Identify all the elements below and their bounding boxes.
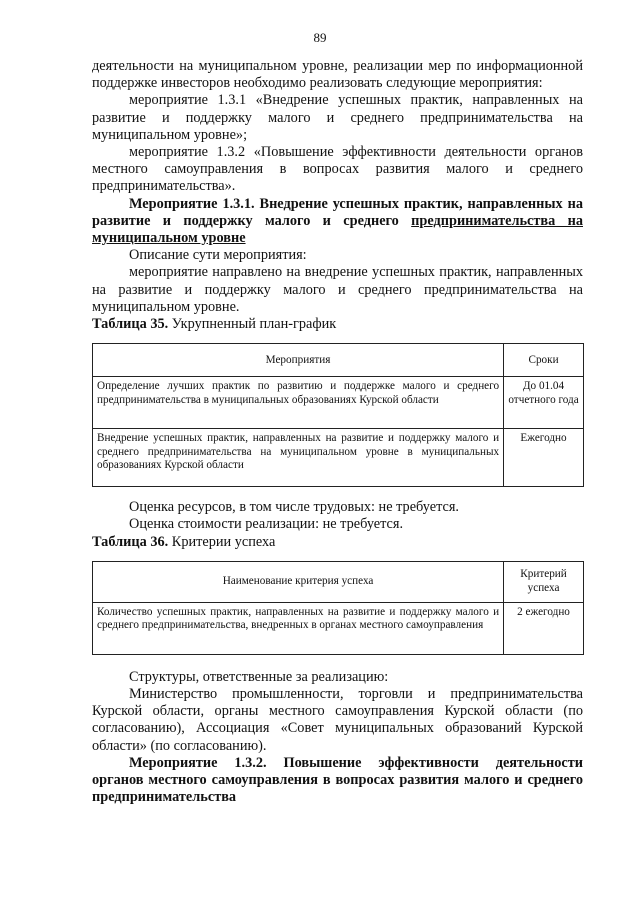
table-row xyxy=(93,377,584,429)
table-cell-measure: Внедрение успешных практик, направленных на развитие и поддержку малого и среднего предпринимательства на муниципальном уровне в муниципальных образованиях Курской области xyxy=(93,429,504,487)
table-35-caption xyxy=(92,316,583,333)
table-36-number: Таблица 36. xyxy=(92,533,169,550)
table-35-schedule xyxy=(92,343,584,487)
document-body xyxy=(92,58,583,806)
table-cell-criterion: Количество успешных практик, направленных на развитие и поддержку малого и среднего предпринимательства, внедренных в органах местного самоуправления xyxy=(93,602,504,654)
table-row xyxy=(93,429,584,487)
resource-estimate: Оценка ресурсов, в том числе трудовых: не требуется. xyxy=(129,499,459,516)
column-header-deadlines: Сроки xyxy=(504,344,584,377)
column-header-criterion-name: Наименование критерия успеха xyxy=(93,561,504,602)
column-header-measures: Мероприятия xyxy=(93,344,504,377)
responsible-label: Структуры, ответственные за реализацию: xyxy=(129,668,389,685)
table-35-number: Таблица 35. xyxy=(92,316,169,333)
table-cell-measure: Определение лучших практик по развитию и поддержке малого и среднего предпринимательства в муниципальных образованиях Курской области xyxy=(93,377,504,429)
description-label: Описание сути мероприятия: xyxy=(129,247,307,264)
table-35-title: Укрупненный план-график xyxy=(168,316,337,333)
section-heading-1-3-2: Мероприятие 1.3.2. Повышение эффективности деятельности органов местного самоуправления в вопросах развития малого и среднего предпринимательства xyxy=(92,754,583,806)
measure-item-1-3-2: мероприятие 1.3.2 «Повышение эффективности деятельности органов местного самоуправления в вопросах развития малого и среднего предпринимательства». xyxy=(92,144,583,195)
column-header-criterion-value: Критерий успеха xyxy=(504,561,584,602)
page-number: 89 xyxy=(313,30,327,45)
table-header-row xyxy=(93,344,584,377)
intro-paragraph: деятельности на муниципальном уровне, реализации мер по информационной поддержке инвесторов необходимо реализовать следующие мероприятия: xyxy=(92,58,583,92)
cost-estimate: Оценка стоимости реализации: не требуется. xyxy=(129,516,404,533)
responsible-text: Министерство промышленности, торговли и предпринимательства Курской области, органы местного самоуправления Курской области (по согласованию), Ассоциация «Совет муниципальных образований Курской области» (по согласованию). xyxy=(92,686,583,754)
table-cell-deadline: До 01.04 отчетного года xyxy=(504,377,584,429)
section-heading-1-3-1 xyxy=(92,196,583,248)
table-36-title: Критерии успеха xyxy=(168,533,276,550)
heading-text: Мероприятие 1.3.1. Внедрение успешных практик, направленных на развитие и поддержку малого и среднего xyxy=(92,195,583,229)
table-36-success-criteria xyxy=(92,561,584,655)
table-36-caption xyxy=(92,534,583,551)
measure-item-1-3-1: мероприятие 1.3.1 «Внедрение успешных практик, направленных на развитие и поддержку малого и среднего предпринимательства на муниципальном уровне»; xyxy=(92,92,583,143)
table-cell-criterion-value: 2 ежегодно xyxy=(504,602,584,654)
heading-underlined-text: предпринимательства на муниципальном уровне xyxy=(92,212,583,247)
table-header-row xyxy=(93,561,584,602)
table-row xyxy=(93,602,584,654)
table-cell-deadline: Ежегодно xyxy=(504,429,584,487)
description-text: мероприятие направлено на внедрение успешных практик, направленных на развитие и поддержку малого и среднего предпринимательства на муниципальном уровне. xyxy=(92,264,583,315)
